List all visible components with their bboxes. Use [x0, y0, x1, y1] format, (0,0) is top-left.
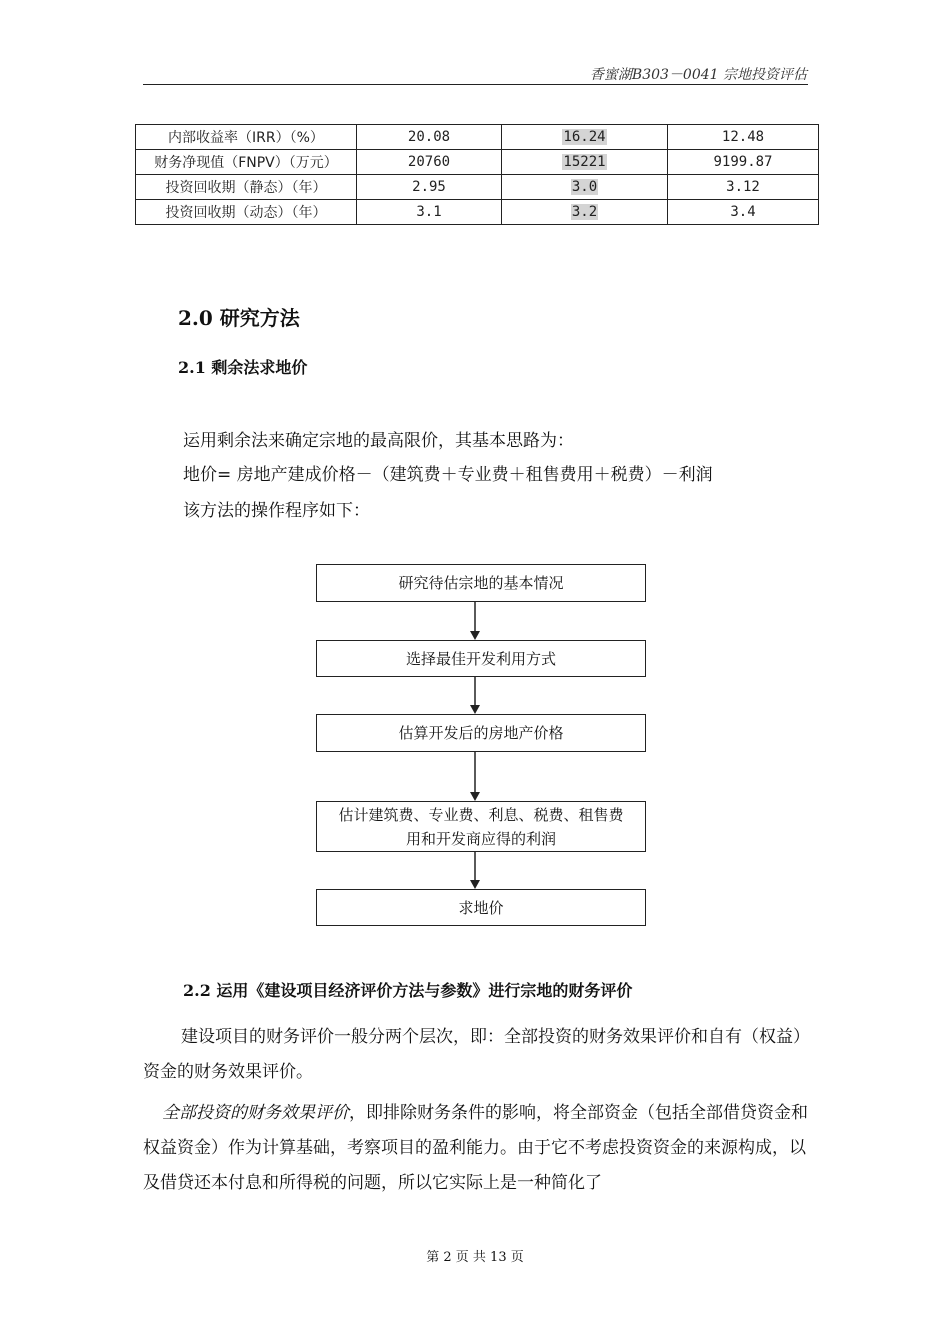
table-cell — [502, 150, 668, 175]
table-cell: 12.48 — [668, 125, 819, 150]
subsection-heading-2-2: 2.2 运用《建设项目经济评价方法与参数》进行宗地的财务评价 — [183, 981, 633, 1000]
row-label: 投资回收期（动态）（年） — [136, 200, 357, 225]
step-label: 估计建筑费、专业费、利息、税费、租售费用和开发商应得的利润 — [338, 805, 624, 848]
highlighted-value: 16.24 — [563, 129, 606, 145]
table-cell — [502, 175, 668, 200]
header-divider — [143, 84, 808, 85]
table-cell: 20760 — [357, 150, 502, 175]
table-cell — [502, 125, 668, 150]
flowchart-step-2 — [316, 640, 646, 677]
paragraph-text: 建设项目的财务评价一般分两个层次，即：全部投资的财务效果评价和自有（权益）资金的财务效果评价。 — [143, 1027, 802, 1082]
arrow-down-icon — [469, 752, 481, 801]
row-label: 财务净现值（FNPV）（万元） — [136, 150, 357, 175]
section-heading: 2.0 研究方法 — [178, 306, 300, 330]
paragraph-continuation: ，即排除财务条件的影响，将全部资金（包括全部借贷资金和权益资金）作为计算基础，考察项目的盈利能力。由于它不考虑投资资金的来源构成，以及借贷还本付息和所得税的问题，所以它实际上是一种简化了 — [143, 1103, 808, 1193]
arrow-down-icon — [469, 677, 481, 714]
table-row — [136, 125, 819, 150]
arrow-down-icon — [469, 602, 481, 640]
step-label: 选择最佳开发利用方式 — [405, 649, 556, 668]
formula-line: 地价= 房地产建成价格－（建筑费＋专业费＋租售费用＋税费）－利润 — [183, 465, 713, 485]
row-label: 内部收益率（IRR）（%） — [136, 125, 357, 150]
highlighted-value: 3.0 — [571, 179, 598, 195]
financial-metrics-table — [135, 124, 819, 225]
step-label: 求地价 — [458, 898, 504, 917]
highlighted-value: 3.2 — [571, 204, 598, 220]
procedure-line: 该方法的操作程序如下： — [183, 501, 370, 521]
table-row — [136, 175, 819, 200]
table-cell — [502, 200, 668, 225]
step-label: 研究待估宗地的基本情况 — [398, 574, 564, 592]
flowchart-step-3 — [316, 714, 646, 752]
flowchart-step-5 — [316, 889, 646, 926]
flowchart-step-4 — [316, 801, 646, 852]
subsection-heading-2-1: 2.1 剩余法求地价 — [178, 358, 308, 377]
table-cell: 3.12 — [668, 175, 819, 200]
table-row — [136, 150, 819, 175]
table-cell: 2.95 — [357, 175, 502, 200]
highlighted-value: 15221 — [563, 154, 606, 170]
table-cell: 9199.87 — [668, 150, 819, 175]
table-cell: 20.08 — [357, 125, 502, 150]
emphasized-term: 全部投资的财务效果评价 — [162, 1103, 349, 1123]
intro-line: 运用剩余法来确定宗地的最高限价，其基本思路为： — [183, 431, 574, 451]
arrow-down-icon — [469, 852, 481, 889]
paragraph-text — [143, 1096, 808, 1201]
flowchart-step-1 — [316, 564, 646, 602]
paragraph-full-investment — [143, 1096, 808, 1201]
table-row — [136, 200, 819, 225]
row-label: 投资回收期（静态）（年） — [136, 175, 357, 200]
table-cell: 3.4 — [668, 200, 819, 225]
document-header-title: 香蜜湖B303－0041 宗地投资评估 — [589, 67, 807, 83]
table-cell: 3.1 — [357, 200, 502, 225]
step-label: 估算开发后的房地产价格 — [398, 724, 564, 742]
paragraph-evaluation-levels — [143, 1020, 808, 1090]
page-footer: 第 2 页 共 13 页 — [426, 1250, 524, 1265]
